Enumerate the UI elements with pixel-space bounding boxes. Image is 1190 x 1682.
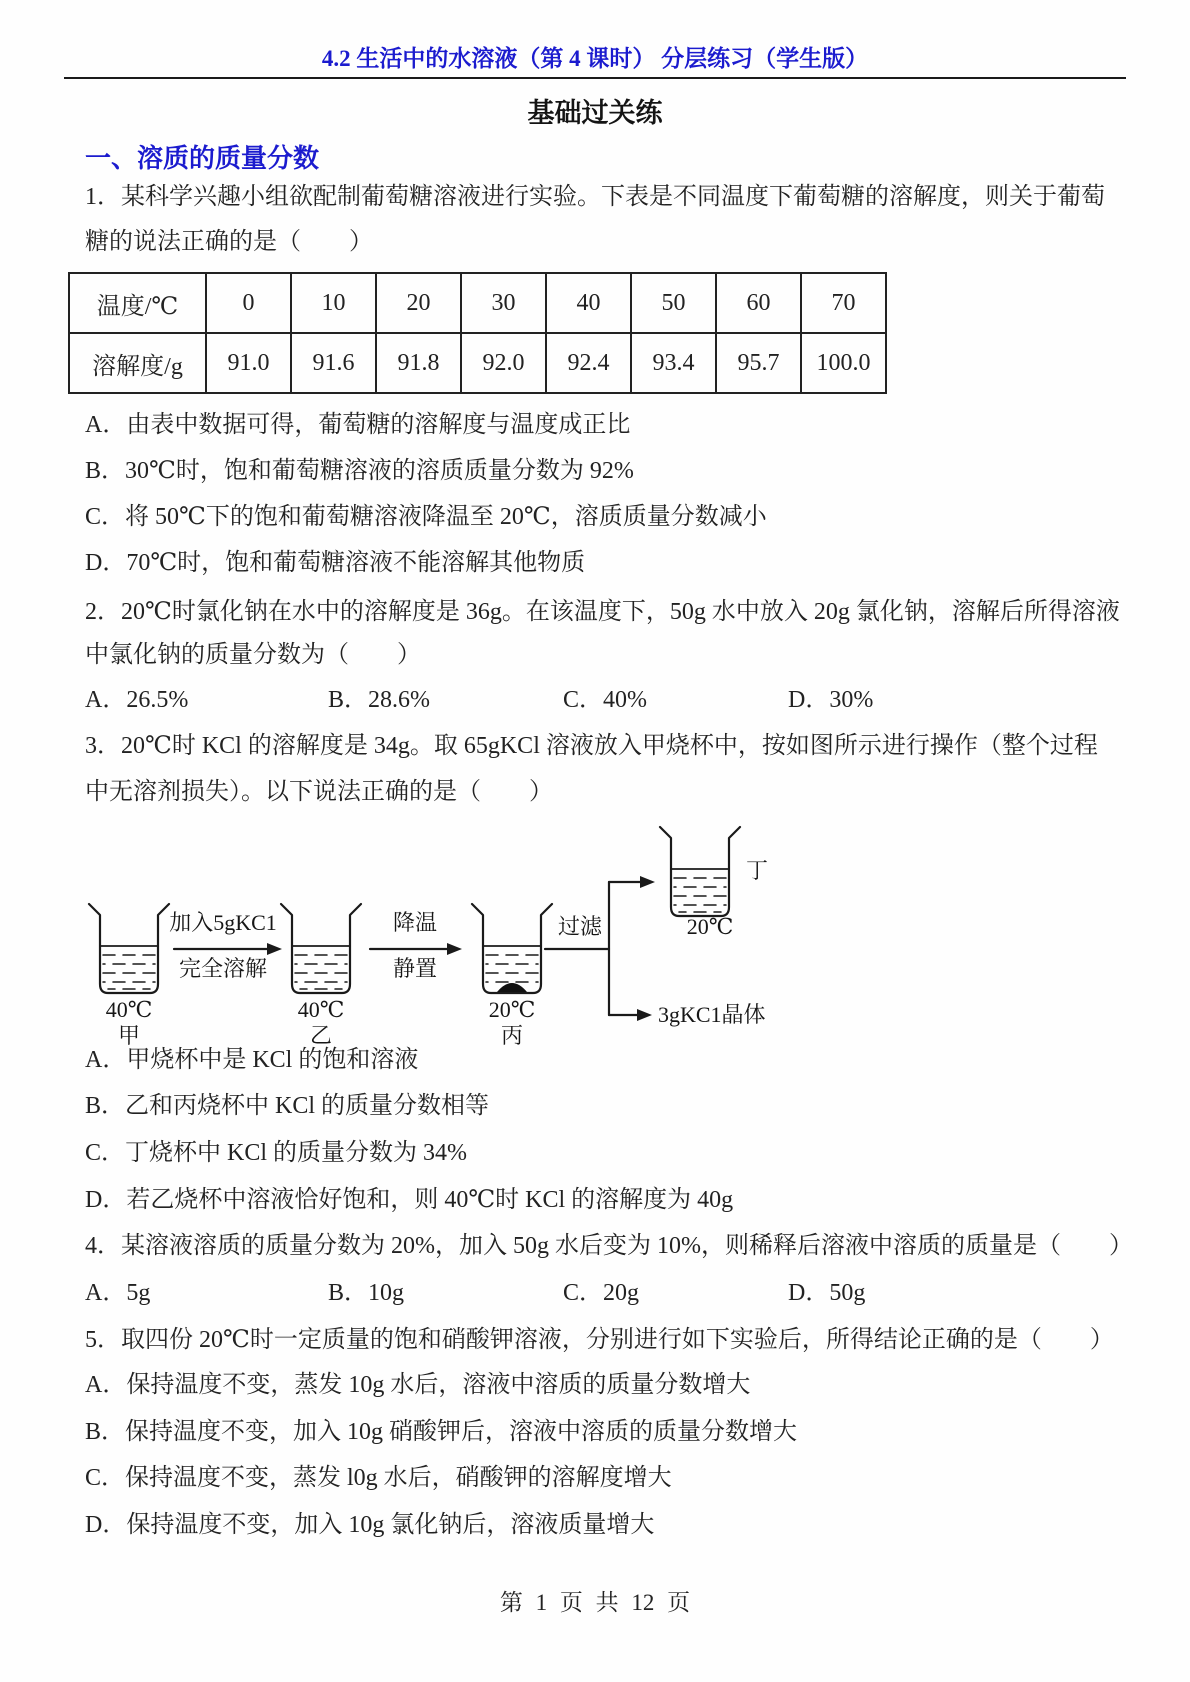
q4-option-c: C．20g <box>563 1280 640 1306</box>
beaker-bing-icon <box>472 904 552 993</box>
table-cell: 60 <box>716 273 801 333</box>
q3-text-line2: 中无溶剂损失）。以下说法正确的是（ ） <box>85 779 553 805</box>
beaker-ding-icon <box>660 827 740 916</box>
q1-text-line1: 1．某科学兴趣小组欲配制葡萄糖溶液进行实验。下表是不同温度下葡萄糖的溶解度，则关于葡萄 <box>85 184 1105 210</box>
q2-text-line2: 中氯化钠的质量分数为（ ） <box>85 642 421 668</box>
q2-option-d: D．30% <box>788 687 874 713</box>
q5-option-c: C．保持温度不变，蒸发 l0g 水后，硝酸钾的溶解度增大 <box>85 1465 672 1491</box>
beaker-ding-name-label: 丁 <box>746 858 769 883</box>
beaker-yi-icon <box>281 904 361 993</box>
diagram-step2-bottom-label: 静置 <box>392 956 438 981</box>
document-title: 4.2 生活中的水溶液（第 4 课时） 分层练习（学生版） <box>321 46 869 71</box>
table-cell: 100.0 <box>801 333 886 393</box>
q4-option-a: A．5g <box>85 1280 151 1306</box>
q5-option-d: D．保持温度不变，加入 10g 氯化钠后，溶液质量增大 <box>85 1512 655 1538</box>
table-cell: 0 <box>206 273 291 333</box>
q5-option-b: B．保持温度不变，加入 10g 硝酸钾后，溶液中溶质的质量分数增大 <box>85 1419 798 1445</box>
q1-option-a: A．由表中数据可得，葡萄糖的溶解度与温度成正比 <box>85 412 631 438</box>
flow-arrows <box>174 876 655 1021</box>
table-row-solubility <box>69 333 886 393</box>
beaker-jia-icon <box>89 904 169 993</box>
q3-option-d: D．若乙烧杯中溶液恰好饱和，则 40℃时 KCl 的溶解度为 40g <box>85 1187 734 1213</box>
beaker-bing-name-label: 丙 <box>500 1023 524 1048</box>
beaker-bing-temp-label: 20℃ <box>488 997 536 1022</box>
table-cell: 92.0 <box>461 333 546 393</box>
diagram-filter-label: 过滤 <box>557 914 603 939</box>
q5-option-a: A．保持温度不变，蒸发 10g 水后，溶液中溶质的质量分数增大 <box>85 1372 751 1398</box>
table-cell: 70 <box>801 273 886 333</box>
precipitate-icon <box>497 983 527 992</box>
table-cell: 95.7 <box>716 333 801 393</box>
q3-option-b: B．乙和丙烧杯中 KCl 的质量分数相等 <box>85 1093 490 1119</box>
diagram-step1-bottom-label: 完全溶解 <box>178 956 268 981</box>
q1-text-line2: 糖的说法正确的是（ ） <box>85 229 373 255</box>
table-cell: 20 <box>376 273 461 333</box>
q5-text-line1: 5．取四份 20℃时一定质量的饱和硝酸钾溶液，分别进行如下实验后，所得结论正确的是（ ） <box>85 1327 1114 1353</box>
process-diagram <box>70 815 1130 1050</box>
beaker-yi-temp-label: 40℃ <box>297 997 345 1022</box>
table-cell: 40 <box>546 273 631 333</box>
solubility-table <box>68 272 887 394</box>
table-cell: 50 <box>631 273 716 333</box>
table-cell: 温度/℃ <box>69 273 206 333</box>
beaker-jia-temp-label: 40℃ <box>105 997 153 1022</box>
diagram-crystal-label: 3gKC1晶体 <box>658 1002 766 1027</box>
part1-heading: 一、溶质的质量分数 <box>85 144 320 173</box>
beaker-ding-temp-label: 20℃ <box>686 914 734 939</box>
arrow-right-icon <box>640 876 655 888</box>
diagram-step1-top-label: 加入5gKC1 <box>169 910 277 935</box>
table-cell: 30 <box>461 273 546 333</box>
table-cell: 91.0 <box>206 333 291 393</box>
page-number: 第 1 页 共 12 页 <box>499 1590 691 1615</box>
q2-text-line1: 2．20℃时氯化钠在水中的溶解度是 36g。在该温度下，50g 水中放入 20g 氯化钠，溶解后所得溶液 <box>85 599 1120 625</box>
q3-option-c: C．丁烧杯中 KCl 的质量分数为 34% <box>85 1140 468 1166</box>
diagram-step2-top-label: 降温 <box>392 910 438 935</box>
q4-options-row <box>85 1279 865 1307</box>
q3-option-a: A．甲烧杯中是 KCl 的饱和溶液 <box>85 1047 419 1073</box>
q4-text-line1: 4．某溶液溶质的质量分数为 20%，加入 50g 水后变为 10%，则稀释后溶液中溶质的质量是（ ） <box>85 1233 1133 1259</box>
table-cell: 10 <box>291 273 376 333</box>
q1-option-c: C．将 50℃下的饱和葡萄糖溶液降温至 20℃，溶质质量分数减小 <box>85 504 767 530</box>
section-header: 基础过关练 <box>527 98 663 128</box>
q3-text-line1: 3．20℃时 KCl 的溶解度是 34g。取 65gKCl 溶液放入甲烧杯中，按如图所示进行操作（整个过程 <box>85 733 1098 759</box>
beaker-jia-name-label: 甲 <box>117 1023 141 1048</box>
q1-option-b: B．30℃时，饱和葡萄糖溶液的溶质质量分数为 92% <box>85 458 634 484</box>
header-divider <box>64 77 1126 79</box>
arrow-right-icon <box>637 1009 652 1021</box>
table-cell: 91.6 <box>291 333 376 393</box>
table-cell: 92.4 <box>546 333 631 393</box>
q1-option-d: D．70℃时，饱和葡萄糖溶液不能溶解其他物质 <box>85 550 586 576</box>
table-cell: 91.8 <box>376 333 461 393</box>
q2-option-b: B．28.6% <box>328 687 430 713</box>
arrow-right-icon <box>267 943 282 955</box>
q4-option-d: D．50g <box>788 1280 866 1306</box>
table-cell: 溶解度/g <box>69 333 206 393</box>
q2-option-c: C．40% <box>563 687 647 713</box>
q2-option-a: A．26.5% <box>85 687 189 713</box>
beaker-yi-name-label: 乙 <box>309 1023 333 1048</box>
table-cell: 93.4 <box>631 333 716 393</box>
q4-option-b: B．10g <box>328 1280 405 1306</box>
table-row-temperature <box>69 273 886 333</box>
q2-options-row <box>85 686 873 714</box>
arrow-right-icon <box>447 943 462 955</box>
